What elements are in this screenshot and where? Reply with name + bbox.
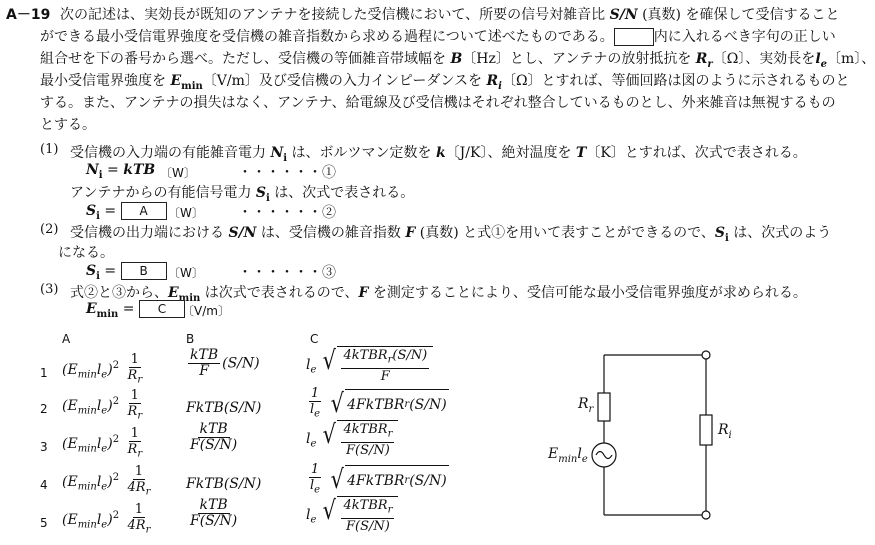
- blank-C: C: [139, 300, 185, 318]
- blank-B: B: [121, 262, 167, 280]
- statement-blank: [614, 28, 654, 46]
- row-3-b: $\frac{\text{kTB}}{F(S/N)}$: [190, 421, 238, 453]
- row-4-number: 4: [40, 478, 48, 492]
- row-2-c: $\frac{1}{l_e}$ √ 4FkTBR r (S/N): [310, 386, 447, 420]
- blank-A: A: [121, 202, 167, 220]
- row-4-b: FkTB(S/N): [186, 476, 262, 492]
- row-5-b: $\frac{\text{kTB}}{F(S/N)}$: [190, 497, 238, 529]
- item-2-text-b: になる。: [58, 245, 114, 261]
- item-3-label: (3): [40, 282, 59, 297]
- item-1-label: (1): [40, 142, 59, 157]
- row-4-c: $\frac{1}{l_e}$ √ 4FkTBR r (S/N): [310, 462, 447, 496]
- item-1-text2: アンテナからの有能信号電力 $S_i$ は、次式で表される。: [70, 185, 415, 204]
- statement-line-4: 組合せを下の番号から選べ。ただし、受信機の等価雑音帯域幅を B〔Hz〕とし、アンテナの放射抵抗を $R_r$〔Ω〕、実効長を$l_e$〔m〕、: [40, 51, 875, 70]
- row-5-a: $(E_{min}l_e)^2$ $\frac{1}{4R_r}$: [62, 502, 151, 536]
- row-5-number: 5: [40, 516, 48, 530]
- rr-label: $R_r$: [578, 396, 594, 415]
- row-1-c: $l_e$ √ $\frac{4kTBR_r(S/N)}{F}$: [306, 346, 433, 384]
- eq2-ref: ・・・・・・②: [238, 205, 336, 221]
- eq3-unit: 〔W〕: [168, 266, 204, 280]
- ri-label: $R_i$: [718, 422, 732, 441]
- terminal-top: [702, 351, 710, 359]
- row-1-a: $(E_{min}l_e)^2$ $\frac{1}{R_r}$: [62, 352, 143, 386]
- row-3-c: $l_e$ √ $\frac{4kTBR_r}{F(S/N)}$: [306, 420, 398, 458]
- row-3-number: 3: [40, 440, 48, 454]
- statement-line-2: ができる最小受信電界強度を受信機の雑音指数から求める過程について述べたものである。 内に入れるべき字句の正しい: [40, 29, 836, 45]
- row-2-number: 2: [40, 402, 48, 416]
- statement-line-7: とする。: [40, 117, 96, 133]
- statement-line-1: 次の記述は、実効長が既知のアンテナを接続した受信機において、所要の信号対雑音比 S/N (真数) を確保して受信すること: [60, 7, 840, 23]
- col-header-c: C: [310, 332, 319, 346]
- row-1-b: $\frac{\text{kTB}}{F}$ (S/N): [190, 347, 260, 379]
- row-4-a: $(E_{min}l_e)^2$ $\frac{1}{4R_r}$: [62, 464, 151, 498]
- resistor-ri: [700, 415, 712, 445]
- eq1-unit: 〔W〕: [160, 166, 196, 180]
- item-2-text: 受信機の出力端における S/N は、受信機の雑音指数 F (真数) と式①を用いて表すことができるので、$S_i$ は、次式のよう: [70, 225, 832, 244]
- equivalent-circuit: [540, 345, 740, 530]
- item-3-text: 式②と③から、$E_{min}$ は次式で表されるので、F を測定することにより、受信可能な最小受信電界強度が求められる。: [70, 285, 807, 304]
- eq4: $E_{min} = C$: [86, 300, 185, 320]
- item-1-text: 受信機の入力端の有能雑音電力 $N_i$ は、ボルツマン定数を k〔J/K〕、絶対温度を T〔K〕とすれば、次式で表される。: [70, 145, 807, 164]
- eq1: $N_i$ = kTB: [86, 162, 156, 181]
- statement-line-5: 最小受信電界強度を $E_{min}$〔V/m〕及び受信機の入力インピーダンスを $R_i$〔Ω〕とすれば、等価回路は図のように示されるものと: [40, 73, 850, 92]
- terminal-bottom: [702, 511, 710, 519]
- row-2-b: FkTB(S/N): [186, 400, 262, 416]
- source-label: $E_{min}l_e$: [548, 446, 588, 465]
- eq4-unit: 〔V/m〕: [182, 304, 230, 318]
- eq1-ref: ・・・・・・①: [238, 165, 336, 181]
- row-2-a: $(E_{min}l_e)^2$ $\frac{1}{R_r}$: [62, 388, 143, 422]
- eq3: $S_i = B$: [86, 262, 167, 282]
- eq2: $S_i = A$: [86, 202, 167, 222]
- col-header-b: B: [186, 332, 195, 346]
- row-5-c: $l_e$ √ $\frac{4kTBR_r}{F(S/N)}$: [306, 496, 398, 534]
- eq2-unit: 〔W〕: [168, 206, 204, 220]
- col-header-a: A: [62, 332, 71, 346]
- row-3-a: $(E_{min}l_e)^2$ $\frac{1}{R_r}$: [62, 426, 143, 460]
- resistor-rr: [598, 393, 610, 421]
- item-2-label: (2): [40, 222, 59, 237]
- problem-number: A－19: [6, 7, 51, 23]
- statement-line-6: する。また、アンテナの損失はなく、アンテナ、給電線及び受信機はそれぞれ整合しているものとし、外来雑音は無視するもの: [40, 95, 836, 111]
- row-1-number: 1: [40, 366, 48, 380]
- eq3-ref: ・・・・・・③: [238, 265, 336, 281]
